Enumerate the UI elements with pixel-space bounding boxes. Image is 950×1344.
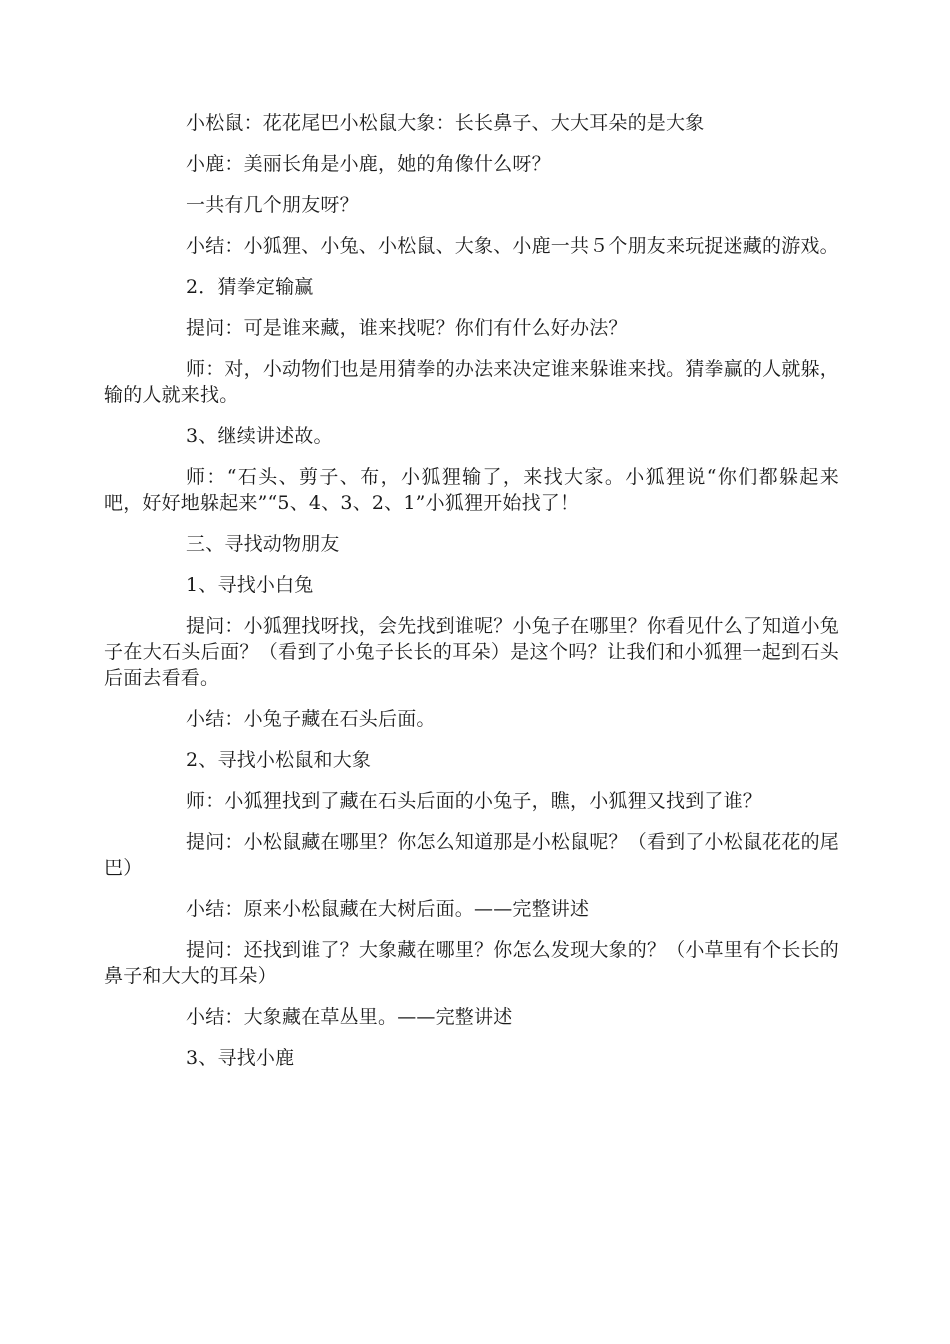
paragraph-summary-squirrel: 小结：原来小松鼠藏在大树后面。——完整讲述 [186,898,590,920]
document-body [104,110,839,1086]
paragraph-summary-five-friends: 小结：小狐狸、小兔、小松鼠、大象、小鹿一共５个朋友来玩捉迷藏的游戏。 [186,235,839,257]
section-heading-continue-story: 3、继续讲述故。 [186,425,333,447]
paragraph-summary-rabbit: 小结：小兔子藏在石头后面。 [186,708,436,730]
section-heading-find-rabbit: 1、寻找小白兔 [186,574,314,596]
section-heading-find-friends: 三、寻找动物朋友 [186,533,340,555]
paragraph-question-rabbit: 提问：小狐狸找呀找，会先找到谁呢？小兔子在哪里？你看见什么了知道小兔子在大石头后面？（看到了小兔子长长的耳朵）是这个吗？让我们和小狐狸一起到石头后面去看看。 [104,615,839,689]
paragraph-count-question: 一共有几个朋友呀？ [186,194,359,216]
paragraph-deer: 小鹿：美丽长角是小鹿，她的角像什么呀？ [186,153,551,175]
section-heading-find-squirrel-elephant: 2、寻找小松鼠和大象 [186,749,372,771]
section-heading-rock-paper-scissors: 2．猜拳定输赢 [186,276,314,298]
paragraph-question-who-hides: 提问：可是谁来藏，谁来找呢？你们有什么好办法？ [186,317,628,339]
paragraph-question-elephant: 提问：还找到谁了？大象藏在哪里？你怎么发现大象的？（小草里有个长长的鼻子和大大的耳朵） [104,939,839,987]
paragraph-question-squirrel: 提问：小松鼠藏在哪里？你怎么知道那是小松鼠呢？（看到了小松鼠花花的尾巴） [104,831,839,879]
section-heading-find-deer: 3、寻找小鹿 [186,1047,295,1069]
paragraph-teacher-fox-lost: 师：“石头、剪子、布，小狐狸输了，来找大家。小狐狸说“你们都躲起来吧，好好地躲起来”“5、4、3、2、1”小狐狸开始找了！ [104,466,839,514]
paragraph-teacher-guessing: 师：对，小动物们也是用猜拳的办法来决定谁来躲谁来找。猜拳赢的人就躲，输的人就来找。 [104,358,839,406]
paragraph-teacher-fox-found: 师：小狐狸找到了藏在石头后面的小兔子，瞧，小狐狸又找到了谁？ [186,790,763,812]
paragraph-squirrel-elephant: 小松鼠：花花尾巴小松鼠大象：长长鼻子、大大耳朵的是大象 [186,112,705,134]
paragraph-summary-elephant: 小结：大象藏在草丛里。——完整讲述 [186,1006,513,1028]
